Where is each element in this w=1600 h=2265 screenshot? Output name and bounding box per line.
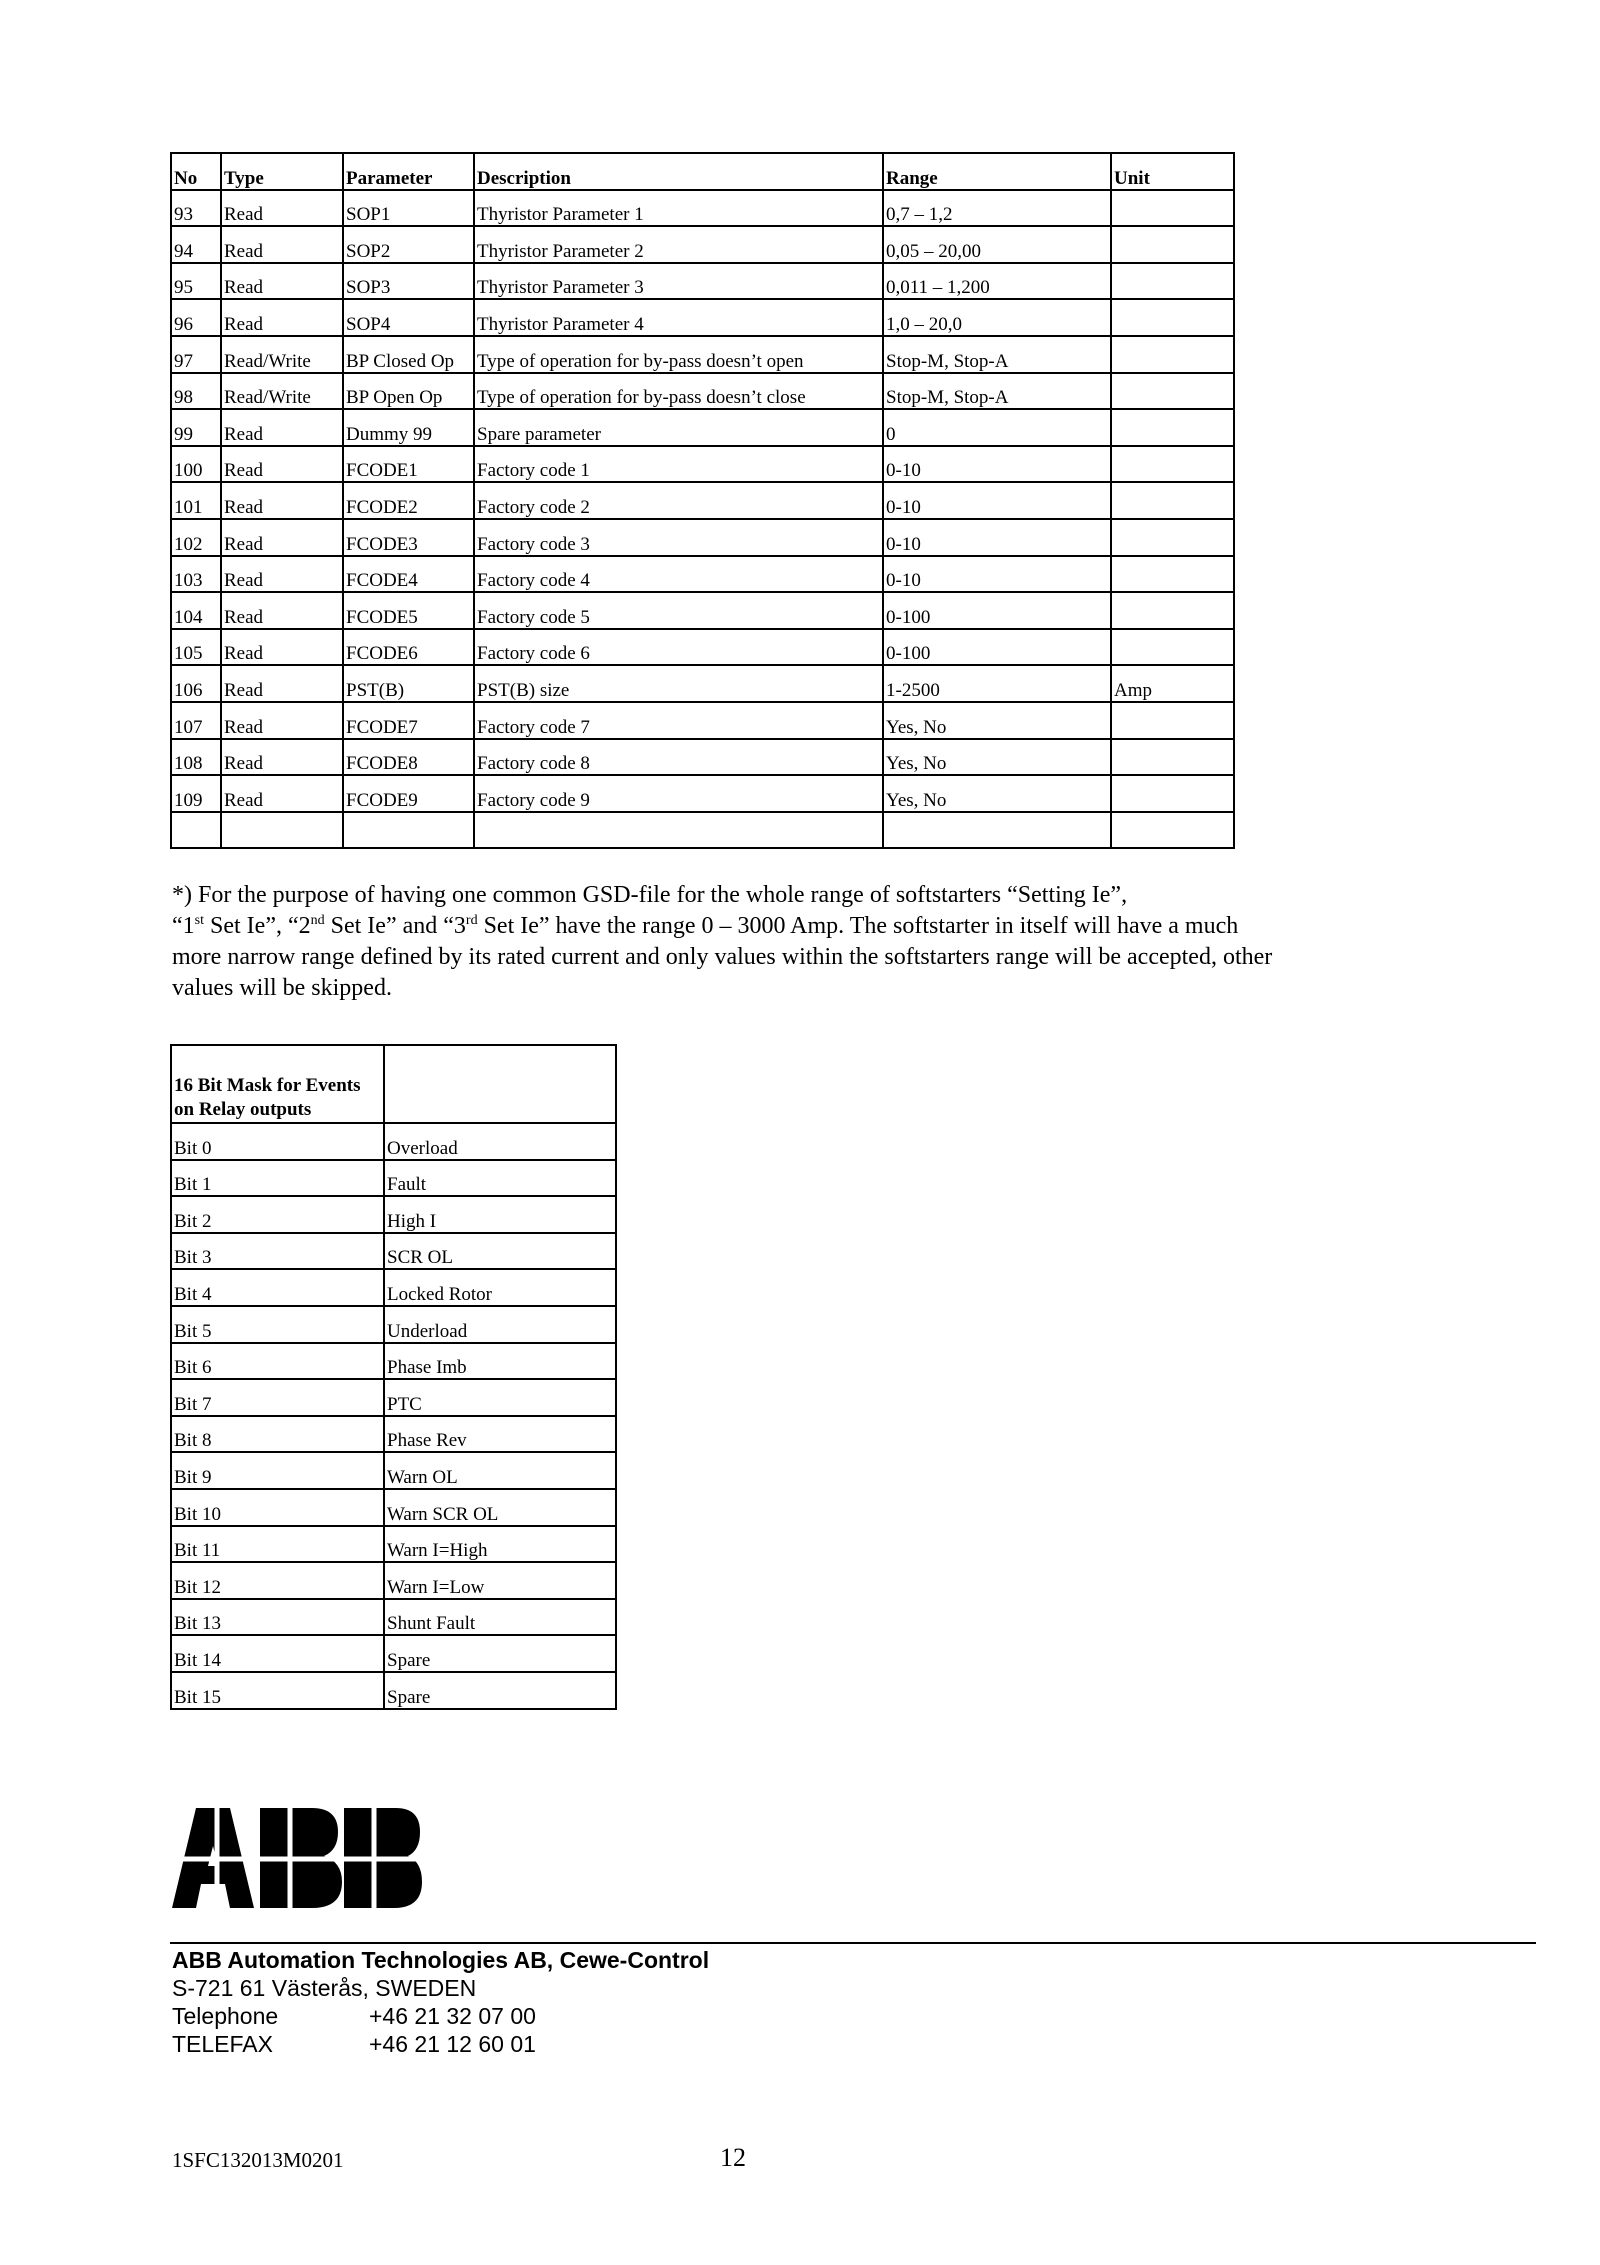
table-row [171,556,1234,593]
telephone-number: +46 21 32 07 00 [369,2003,536,2029]
cell-type: Read [221,739,343,776]
bitmask-event: Spare [384,1672,616,1709]
cell-parameter: SOP1 [343,190,474,227]
header-parameter: Parameter [343,153,474,190]
cell-range: 0-100 [883,592,1111,629]
cell-type: Read [221,592,343,629]
cell-no: 95 [171,263,221,300]
bitmask-event: Locked Rotor [384,1269,616,1306]
cell-type: Read [221,629,343,666]
cell-description: Factory code 9 [474,775,883,812]
superscript: st [194,913,204,928]
telefax-number: +46 21 12 60 01 [369,2031,536,2057]
cell-unit [1111,336,1234,373]
bitmask-bit: Bit 5 [171,1306,384,1343]
cell-description: Thyristor Parameter 3 [474,263,883,300]
footnote-line-2 [172,911,1472,942]
bitmask-bit: Bit 0 [171,1123,384,1160]
cell-unit [1111,409,1234,446]
cell-type: Read [221,299,343,336]
table-row [171,190,1234,227]
cell-description: Factory code 3 [474,519,883,556]
cell-description: Thyristor Parameter 2 [474,226,883,263]
cell-type: Read [221,226,343,263]
cell-unit [1111,775,1234,812]
cell-unit: Amp [1111,665,1234,702]
bitmask-event: Overload [384,1123,616,1160]
telefax-label: TELEFAX [172,2031,273,2057]
bitmask-event: Shunt Fault [384,1599,616,1636]
bitmask-event: Phase Imb [384,1343,616,1380]
bitmask-row [171,1306,616,1343]
cell-range: 0,05 – 20,00 [883,226,1111,263]
cell-description: PST(B) size [474,665,883,702]
bitmask-bit: Bit 4 [171,1269,384,1306]
bitmask-bit: Bit 1 [171,1160,384,1197]
table-row [171,409,1234,446]
parameter-table [170,152,1235,849]
cell-type [221,812,343,849]
bitmask-bit: Bit 3 [171,1233,384,1270]
cell-range: Stop-M, Stop-A [883,336,1111,373]
cell-parameter: FCODE6 [343,629,474,666]
superscript: nd [310,913,325,928]
bitmask-row [171,1343,616,1380]
cell-type: Read [221,263,343,300]
cell-description: Factory code 1 [474,446,883,483]
bitmask-bit: Bit 10 [171,1489,384,1526]
cell-no: 93 [171,190,221,227]
cell-no: 101 [171,482,221,519]
header-unit: Unit [1111,153,1234,190]
table-header-row [171,153,1234,190]
bitmask-header: 16 Bit Mask for Events on Relay outputs [171,1045,384,1123]
cell-parameter: FCODE9 [343,775,474,812]
cell-description: Factory code 5 [474,592,883,629]
company-info [172,1946,709,2058]
bitmask-event: High I [384,1196,616,1233]
table-row [171,665,1234,702]
footnote-line-1: *) For the purpose of having one common GSD-file for the whole range of softstarters “Setting Ie”, [172,882,1128,908]
cell-unit [1111,812,1234,849]
bitmask-row [171,1452,616,1489]
table-row [171,592,1234,629]
table-row [171,519,1234,556]
bitmask-event: Warn OL [384,1452,616,1489]
table-row [171,226,1234,263]
cell-parameter: BP Closed Op [343,336,474,373]
table-row [171,702,1234,739]
cell-range: 0-100 [883,629,1111,666]
cell-unit [1111,299,1234,336]
cell-no: 102 [171,519,221,556]
cell-range: 0-10 [883,446,1111,483]
cell-no: 94 [171,226,221,263]
cell-parameter: PST(B) [343,665,474,702]
bitmask-row [171,1269,616,1306]
bitmask-row [171,1233,616,1270]
bitmask-row [171,1526,616,1563]
cell-unit [1111,446,1234,483]
cell-parameter: FCODE5 [343,592,474,629]
cell-unit [1111,226,1234,263]
bitmask-row [171,1196,616,1233]
telephone-row [172,2002,709,2030]
company-address: S-721 61 Västerås, SWEDEN [172,1975,477,2001]
bitmask-bit: Bit 9 [171,1452,384,1489]
cell-description: Thyristor Parameter 1 [474,190,883,227]
bitmask-event: Warn I=Low [384,1562,616,1599]
cell-range: 1,0 – 20,0 [883,299,1111,336]
table-row [171,629,1234,666]
cell-no: 100 [171,446,221,483]
cell-description: Factory code 7 [474,702,883,739]
cell-description: Type of operation for by-pass doesn’t close [474,373,883,410]
cell-unit [1111,519,1234,556]
cell-unit [1111,592,1234,629]
cell-type: Read [221,665,343,702]
cell-unit [1111,629,1234,666]
cell-parameter: FCODE8 [343,739,474,776]
bitmask-event: Spare [384,1635,616,1672]
footnote-text: Set Ie”, “2 [204,913,311,939]
cell-parameter: SOP4 [343,299,474,336]
cell-parameter: SOP3 [343,263,474,300]
bitmask-row [171,1562,616,1599]
bitmask-table [170,1044,617,1710]
cell-parameter: FCODE1 [343,446,474,483]
bitmask-bit: Bit 12 [171,1562,384,1599]
cell-range: Yes, No [883,702,1111,739]
cell-no: 97 [171,336,221,373]
cell-parameter: BP Open Op [343,373,474,410]
bitmask-bit: Bit 8 [171,1416,384,1453]
bitmask-bit: Bit 2 [171,1196,384,1233]
cell-description: Factory code 2 [474,482,883,519]
cell-parameter [343,812,474,849]
cell-unit [1111,190,1234,227]
cell-type: Read [221,446,343,483]
bitmask-event: Fault [384,1160,616,1197]
cell-range: Yes, No [883,775,1111,812]
bitmask-event: Warn SCR OL [384,1489,616,1526]
cell-type: Read [221,190,343,227]
cell-description: Factory code 8 [474,739,883,776]
document-id: 1SFC132013M0201 [172,2148,344,2172]
cell-type: Read [221,519,343,556]
cell-unit [1111,263,1234,300]
bitmask-table-body [171,1123,616,1709]
cell-range: 0,7 – 1,2 [883,190,1111,227]
cell-range: 0-10 [883,556,1111,593]
cell-unit [1111,373,1234,410]
bitmask-event: SCR OL [384,1233,616,1270]
cell-range: 0-10 [883,519,1111,556]
bitmask-row [171,1635,616,1672]
cell-unit [1111,739,1234,776]
cell-parameter: FCODE2 [343,482,474,519]
footnote-text: “1 [172,913,195,939]
bitmask-bit: Bit 6 [171,1343,384,1380]
table-row [171,739,1234,776]
footnote-line-3: more narrow range defined by its rated current and only values within the softstarters range will be accepted, other [172,944,1273,970]
cell-type: Read [221,409,343,446]
table-row [171,373,1234,410]
cell-type: Read [221,702,343,739]
bitmask-bit: Bit 7 [171,1379,384,1416]
cell-parameter: SOP2 [343,226,474,263]
cell-no: 107 [171,702,221,739]
company-name: ABB Automation Technologies AB, Cewe-Control [172,1947,710,1973]
bitmask-bit: Bit 14 [171,1635,384,1672]
cell-parameter: Dummy 99 [343,409,474,446]
cell-unit [1111,556,1234,593]
bitmask-bit: Bit 15 [171,1672,384,1709]
bitmask-event: Underload [384,1306,616,1343]
cell-no [171,812,221,849]
bitmask-row [171,1489,616,1526]
cell-range [883,812,1111,849]
cell-no: 103 [171,556,221,593]
table-row [171,263,1234,300]
bitmask-bit: Bit 13 [171,1599,384,1636]
cell-type: Read [221,482,343,519]
bitmask-event: PTC [384,1379,616,1416]
cell-range: 0 [883,409,1111,446]
cell-range: 1-2500 [883,665,1111,702]
cell-no: 108 [171,739,221,776]
parameter-table-body [171,190,1234,849]
table-row [171,812,1234,849]
cell-range: 0,011 – 1,200 [883,263,1111,300]
cell-parameter: FCODE7 [343,702,474,739]
cell-no: 105 [171,629,221,666]
cell-unit [1111,702,1234,739]
bitmask-event: Warn I=High [384,1526,616,1563]
bitmask-row [171,1123,616,1160]
bitmask-header-row [171,1045,616,1123]
telefax-row [172,2030,709,2058]
page-number: 12 [720,2143,746,2172]
header-description: Description [474,153,883,190]
cell-no: 104 [171,592,221,629]
footnote-text: Set Ie” have the range 0 – 3000 Amp. The softstarter in itself will have a much [477,913,1239,939]
cell-description: Type of operation for by-pass doesn’t open [474,336,883,373]
table-row [171,482,1234,519]
table-row [171,446,1234,483]
bitmask-event: Phase Rev [384,1416,616,1453]
cell-no: 96 [171,299,221,336]
bitmask-row [171,1416,616,1453]
telephone-label: Telephone [172,2003,279,2029]
bitmask-row [171,1672,616,1709]
superscript: rd [465,913,478,928]
table-row [171,775,1234,812]
header-range: Range [883,153,1111,190]
cell-no: 109 [171,775,221,812]
cell-range: Yes, No [883,739,1111,776]
footnote-line-4: values will be skipped. [172,975,392,1001]
header-no: No [171,153,221,190]
cell-no: 99 [171,409,221,446]
bitmask-bit: Bit 11 [171,1526,384,1563]
cell-description: Factory code 6 [474,629,883,666]
cell-type: Read/Write [221,373,343,410]
footer-divider [170,1942,1536,1944]
cell-range: 0-10 [883,482,1111,519]
footnote [172,880,1472,1004]
cell-no: 98 [171,373,221,410]
cell-description: Thyristor Parameter 4 [474,299,883,336]
cell-no: 106 [171,665,221,702]
cell-type: Read/Write [221,336,343,373]
cell-description [474,812,883,849]
cell-description: Factory code 4 [474,556,883,593]
abb-logo [172,1808,422,1908]
cell-unit [1111,482,1234,519]
header-type: Type [221,153,343,190]
cell-parameter: FCODE3 [343,519,474,556]
bitmask-row [171,1160,616,1197]
footnote-text: Set Ie” and “3 [324,913,466,939]
cell-type: Read [221,556,343,593]
table-row [171,336,1234,373]
cell-range: Stop-M, Stop-A [883,373,1111,410]
table-row [171,299,1234,336]
bitmask-row [171,1379,616,1416]
cell-parameter: FCODE4 [343,556,474,593]
bitmask-row [171,1599,616,1636]
bitmask-header-right [384,1045,616,1123]
cell-type: Read [221,775,343,812]
cell-description: Spare parameter [474,409,883,446]
